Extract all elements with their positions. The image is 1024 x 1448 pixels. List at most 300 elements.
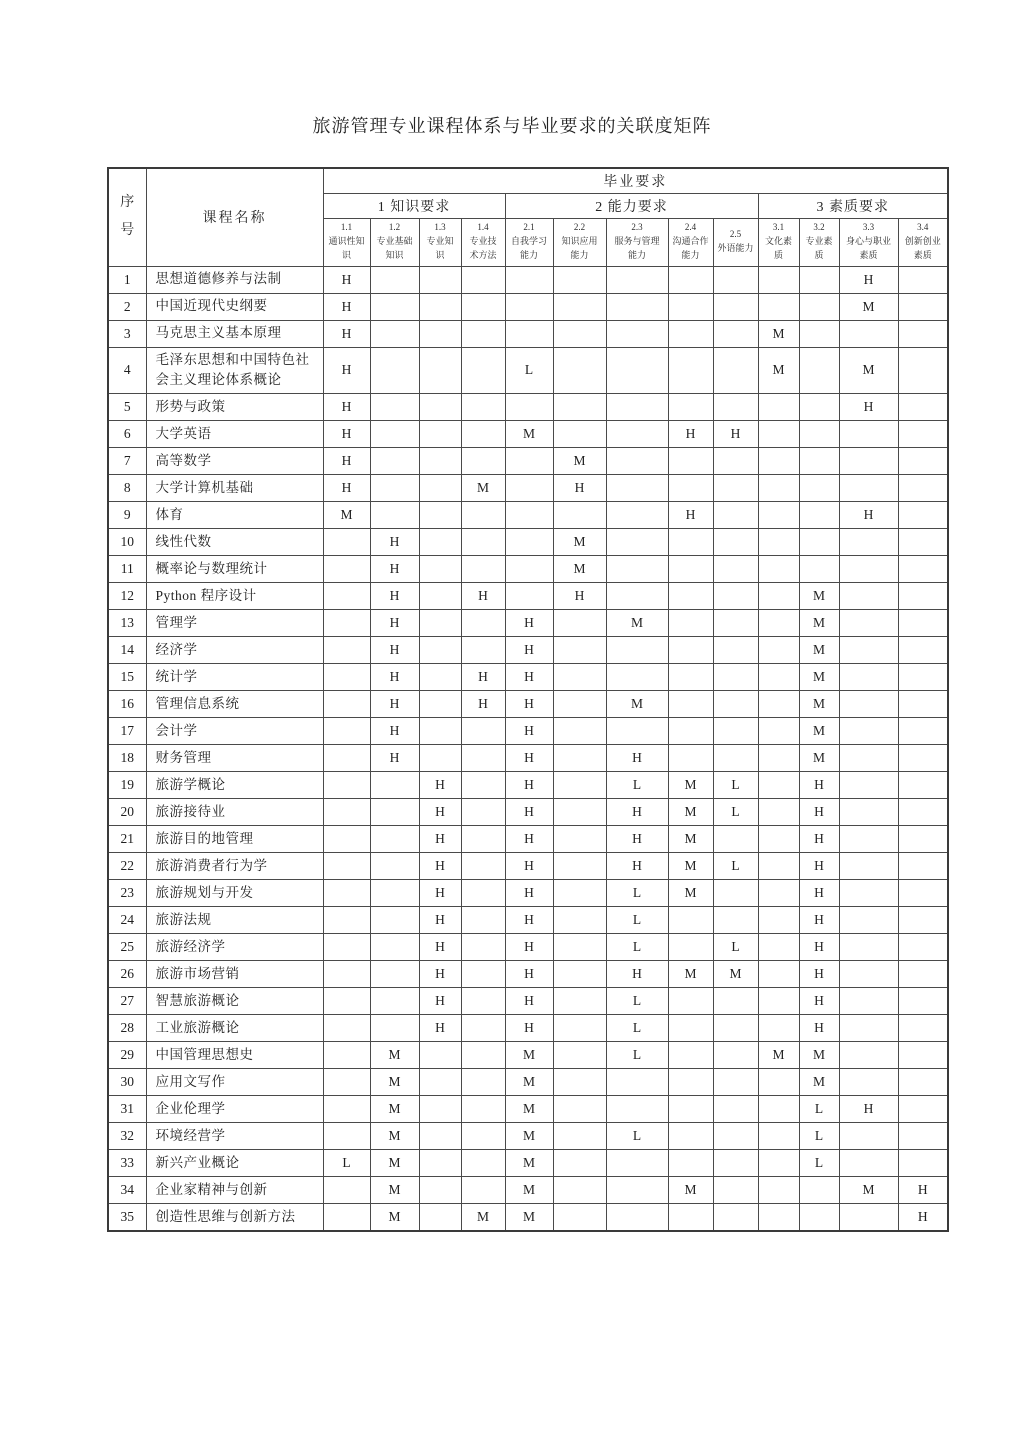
rating-cell-3.4: [898, 448, 948, 475]
rating-cell-2.5: [713, 583, 758, 610]
rating-cell-2.1: [505, 320, 553, 347]
rating-cell-2.2: [553, 664, 606, 691]
rating-cell-3.1: [758, 880, 799, 907]
rating-cell-2.2: [553, 1123, 606, 1150]
rating-cell-2.2: [553, 799, 606, 826]
rating-cell-2.1: M: [505, 1069, 553, 1096]
course-name: 中国近现代史纲要: [146, 293, 323, 320]
rating-cell-1.4: [461, 799, 505, 826]
table-row: [108, 320, 948, 347]
rating-cell-2.1: M: [505, 1096, 553, 1123]
rating-cell-1.1: H: [323, 266, 370, 293]
rating-cell-1.1: [323, 988, 370, 1015]
rating-cell-3.2: H: [799, 772, 839, 799]
rating-cell-2.1: [505, 266, 553, 293]
course-name: 环境经营学: [146, 1123, 323, 1150]
rating-cell-1.4: [461, 826, 505, 853]
rating-cell-3.1: [758, 502, 799, 529]
rating-cell-2.2: [553, 637, 606, 664]
column-header-2.4: [668, 218, 713, 266]
rating-cell-3.4: [898, 772, 948, 799]
column-number: 2.1: [523, 222, 535, 232]
column-name: 外语能力: [717, 242, 754, 253]
rating-cell-3.2: M: [799, 637, 839, 664]
rating-cell-3.4: [898, 529, 948, 556]
rating-cell-1.1: [323, 1015, 370, 1042]
course-number: 3: [108, 320, 146, 347]
rating-cell-1.3: [419, 1204, 461, 1231]
rating-cell-2.1: H: [505, 637, 553, 664]
course-name: 旅游消费者行为学: [146, 853, 323, 880]
rating-cell-1.3: H: [419, 853, 461, 880]
rating-cell-2.2: [553, 1069, 606, 1096]
rating-cell-2.2: H: [553, 475, 606, 502]
rating-cell-1.3: [419, 320, 461, 347]
table-row: [108, 637, 948, 664]
rating-cell-3.1: [758, 826, 799, 853]
rating-cell-3.1: [758, 394, 799, 421]
rating-cell-2.4: M: [668, 1177, 713, 1204]
rating-cell-1.2: [370, 907, 419, 934]
rating-cell-2.2: [553, 691, 606, 718]
rating-cell-1.4: [461, 347, 505, 394]
rating-cell-1.3: [419, 1042, 461, 1069]
rating-cell-3.1: [758, 556, 799, 583]
rating-cell-1.4: [461, 320, 505, 347]
column-header-1.4: [461, 218, 505, 266]
rating-cell-1.2: H: [370, 610, 419, 637]
course-name: 旅游目的地管理: [146, 826, 323, 853]
course-number: 6: [108, 421, 146, 448]
rating-cell-1.3: [419, 745, 461, 772]
rating-cell-3.2: H: [799, 826, 839, 853]
rating-cell-1.3: [419, 475, 461, 502]
course-number: 7: [108, 448, 146, 475]
course-name: 新兴产业概论: [146, 1150, 323, 1177]
rating-cell-3.3: [839, 610, 898, 637]
rating-cell-1.2: M: [370, 1042, 419, 1069]
column-number: 3.2: [813, 222, 825, 232]
rating-cell-1.3: [419, 394, 461, 421]
requirement-group-header-3: 3 素质要求: [758, 193, 948, 218]
rating-cell-3.3: [839, 421, 898, 448]
rating-cell-2.2: [553, 826, 606, 853]
rating-cell-2.5: [713, 448, 758, 475]
rating-cell-2.1: M: [505, 1150, 553, 1177]
rating-cell-1.3: [419, 1150, 461, 1177]
course-name: 大学英语: [146, 421, 323, 448]
rating-cell-3.4: [898, 1150, 948, 1177]
course-name: 经济学: [146, 637, 323, 664]
course-name: 体育: [146, 502, 323, 529]
rating-cell-3.4: [898, 961, 948, 988]
rating-cell-2.1: M: [505, 1177, 553, 1204]
course-name: 旅游市场营销: [146, 961, 323, 988]
rating-cell-3.3: [839, 718, 898, 745]
rating-cell-3.4: [898, 266, 948, 293]
table-row: [108, 475, 948, 502]
table-row: [108, 826, 948, 853]
rating-cell-1.1: H: [323, 394, 370, 421]
rating-cell-3.2: [799, 320, 839, 347]
rating-cell-2.5: [713, 880, 758, 907]
rating-cell-1.1: [323, 1177, 370, 1204]
rating-cell-2.2: [553, 853, 606, 880]
table-row: [108, 988, 948, 1015]
rating-cell-3.4: [898, 1096, 948, 1123]
rating-cell-1.2: [370, 394, 419, 421]
rating-cell-1.1: H: [323, 448, 370, 475]
course-name: 高等数学: [146, 448, 323, 475]
column-number: 3.1: [772, 222, 785, 232]
rating-cell-2.5: M: [713, 961, 758, 988]
rating-cell-1.1: [323, 1123, 370, 1150]
course-name: 管理信息系统: [146, 691, 323, 718]
rating-cell-2.1: [505, 502, 553, 529]
rating-cell-1.1: [323, 934, 370, 961]
rating-cell-3.4: [898, 293, 948, 320]
rating-cell-3.3: H: [839, 1096, 898, 1123]
rating-cell-1.3: H: [419, 826, 461, 853]
rating-cell-3.2: [799, 266, 839, 293]
rating-cell-2.1: [505, 448, 553, 475]
rating-cell-2.4: [668, 448, 713, 475]
rating-cell-2.4: [668, 1096, 713, 1123]
rating-cell-3.3: H: [839, 502, 898, 529]
table-row: [108, 266, 948, 293]
rating-cell-1.2: [370, 475, 419, 502]
rating-cell-2.1: H: [505, 664, 553, 691]
course-number: 5: [108, 394, 146, 421]
rating-cell-3.1: [758, 1015, 799, 1042]
rating-cell-3.3: [839, 529, 898, 556]
header-row-top: [108, 168, 948, 193]
rating-cell-2.3: H: [606, 799, 668, 826]
rating-cell-2.3: H: [606, 745, 668, 772]
rating-cell-2.2: [553, 934, 606, 961]
rating-cell-2.3: [606, 293, 668, 320]
rating-cell-1.3: [419, 1096, 461, 1123]
rating-cell-3.1: [758, 934, 799, 961]
course-name: 马克思主义基本原理: [146, 320, 323, 347]
rating-cell-2.2: [553, 961, 606, 988]
rating-cell-3.2: M: [799, 1042, 839, 1069]
rating-cell-2.5: [713, 475, 758, 502]
rating-cell-1.1: [323, 826, 370, 853]
course-name-header: 课程名称: [146, 168, 323, 266]
course-number: 15: [108, 664, 146, 691]
rating-cell-3.1: [758, 1177, 799, 1204]
rating-cell-2.2: [553, 1042, 606, 1069]
rating-cell-3.1: M: [758, 347, 799, 394]
rating-cell-3.2: H: [799, 880, 839, 907]
rating-cell-3.3: [839, 664, 898, 691]
course-number: 2: [108, 293, 146, 320]
rating-cell-3.4: [898, 320, 948, 347]
rating-cell-3.2: H: [799, 1015, 839, 1042]
rating-cell-3.2: [799, 448, 839, 475]
rating-cell-1.1: M: [323, 502, 370, 529]
rating-cell-2.5: [713, 1204, 758, 1231]
rating-cell-2.3: L: [606, 934, 668, 961]
rating-cell-2.5: [713, 1177, 758, 1204]
table-row: [108, 293, 948, 320]
rating-cell-2.1: H: [505, 610, 553, 637]
rating-cell-1.2: [370, 1015, 419, 1042]
rating-cell-3.4: [898, 853, 948, 880]
rating-cell-2.1: H: [505, 934, 553, 961]
course-number: 33: [108, 1150, 146, 1177]
rating-cell-2.4: H: [668, 502, 713, 529]
rating-cell-1.1: [323, 907, 370, 934]
rating-cell-2.3: L: [606, 988, 668, 1015]
rating-cell-3.3: [839, 799, 898, 826]
rating-cell-3.1: [758, 988, 799, 1015]
rating-cell-3.4: [898, 691, 948, 718]
rating-cell-3.2: M: [799, 691, 839, 718]
rating-cell-2.2: [553, 718, 606, 745]
rating-cell-3.4: [898, 1015, 948, 1042]
rating-cell-2.3: H: [606, 853, 668, 880]
rating-cell-3.1: [758, 961, 799, 988]
course-number: 9: [108, 502, 146, 529]
rating-cell-1.4: [461, 610, 505, 637]
course-name: 旅游接待业: [146, 799, 323, 826]
rating-cell-1.4: [461, 961, 505, 988]
rating-cell-1.1: [323, 691, 370, 718]
rating-cell-3.2: [799, 394, 839, 421]
rating-cell-2.3: L: [606, 880, 668, 907]
column-header-2.1: [505, 218, 553, 266]
rating-cell-2.4: [668, 347, 713, 394]
rating-cell-1.2: M: [370, 1123, 419, 1150]
rating-cell-1.4: [461, 988, 505, 1015]
rating-cell-1.4: [461, 1150, 505, 1177]
rating-cell-1.2: H: [370, 583, 419, 610]
rating-cell-2.5: [713, 293, 758, 320]
rating-cell-2.4: M: [668, 772, 713, 799]
rating-cell-2.5: L: [713, 772, 758, 799]
table-row: [108, 1123, 948, 1150]
rating-cell-2.5: [713, 347, 758, 394]
rating-cell-2.5: [713, 502, 758, 529]
rating-cell-2.4: [668, 1150, 713, 1177]
rating-cell-1.3: [419, 583, 461, 610]
rating-cell-3.1: [758, 529, 799, 556]
rating-cell-2.2: M: [553, 448, 606, 475]
rating-cell-2.1: L: [505, 347, 553, 394]
rating-cell-1.3: [419, 347, 461, 394]
rating-cell-1.2: H: [370, 745, 419, 772]
rating-cell-3.4: [898, 1042, 948, 1069]
rating-cell-3.1: [758, 718, 799, 745]
rating-cell-3.1: [758, 266, 799, 293]
column-name: 沟通合作能力: [672, 236, 709, 260]
rating-cell-1.1: [323, 1042, 370, 1069]
rating-cell-1.2: H: [370, 691, 419, 718]
rating-cell-2.5: [713, 745, 758, 772]
rating-cell-1.4: [461, 1042, 505, 1069]
rating-cell-2.3: M: [606, 610, 668, 637]
rating-cell-2.4: [668, 1015, 713, 1042]
table-row: [108, 1069, 948, 1096]
rating-cell-3.4: [898, 880, 948, 907]
course-number: 10: [108, 529, 146, 556]
rating-cell-1.4: [461, 637, 505, 664]
course-number: 4: [108, 347, 146, 394]
rating-cell-2.4: [668, 745, 713, 772]
rating-cell-2.5: [713, 556, 758, 583]
rating-cell-1.4: [461, 293, 505, 320]
rating-cell-2.1: M: [505, 1204, 553, 1231]
rating-cell-2.3: [606, 583, 668, 610]
rating-cell-1.3: H: [419, 961, 461, 988]
rating-cell-2.1: [505, 529, 553, 556]
rating-cell-3.1: [758, 799, 799, 826]
rating-cell-1.3: [419, 637, 461, 664]
rating-cell-1.4: [461, 934, 505, 961]
rating-cell-1.3: H: [419, 880, 461, 907]
course-number: 23: [108, 880, 146, 907]
table-row: [108, 583, 948, 610]
rating-cell-3.4: [898, 745, 948, 772]
rating-cell-3.3: M: [839, 293, 898, 320]
rating-cell-3.2: [799, 556, 839, 583]
rating-cell-3.3: [839, 1069, 898, 1096]
rating-cell-2.4: M: [668, 799, 713, 826]
rating-cell-2.1: [505, 475, 553, 502]
rating-cell-2.5: [713, 1096, 758, 1123]
rating-cell-1.2: [370, 988, 419, 1015]
rating-cell-2.1: H: [505, 907, 553, 934]
rating-cell-3.4: [898, 610, 948, 637]
requirement-group-header-2: 2 能力要求: [505, 193, 758, 218]
column-header-3.2: [799, 218, 839, 266]
rating-cell-2.3: [606, 1150, 668, 1177]
course-number: 8: [108, 475, 146, 502]
course-name: 创造性思维与创新方法: [146, 1204, 323, 1231]
rating-cell-1.1: [323, 772, 370, 799]
rating-cell-2.4: [668, 293, 713, 320]
rating-cell-1.4: [461, 772, 505, 799]
rating-cell-1.3: H: [419, 772, 461, 799]
column-number: 2.3: [631, 222, 643, 232]
rating-cell-2.3: [606, 347, 668, 394]
rating-cell-3.3: [839, 1015, 898, 1042]
graduation-requirements-header: 毕业要求: [323, 168, 948, 193]
rating-cell-3.1: [758, 691, 799, 718]
rating-cell-1.3: [419, 718, 461, 745]
rating-cell-1.2: [370, 772, 419, 799]
rating-cell-1.2: M: [370, 1204, 419, 1231]
rating-cell-1.1: [323, 718, 370, 745]
rating-cell-3.2: L: [799, 1150, 839, 1177]
rating-cell-3.1: M: [758, 320, 799, 347]
rating-cell-3.4: [898, 826, 948, 853]
rating-cell-1.4: [461, 529, 505, 556]
column-name: 文化素质: [764, 236, 792, 260]
rating-cell-1.2: [370, 934, 419, 961]
column-number: 2.5: [729, 228, 742, 239]
rating-cell-2.2: [553, 1150, 606, 1177]
rating-cell-2.5: [713, 988, 758, 1015]
column-number: 1.1: [340, 222, 353, 232]
rating-cell-2.4: H: [668, 421, 713, 448]
course-number: 18: [108, 745, 146, 772]
rating-cell-2.4: [668, 266, 713, 293]
rating-cell-2.3: [606, 394, 668, 421]
rating-cell-1.3: [419, 610, 461, 637]
rating-cell-1.4: [461, 718, 505, 745]
rating-cell-1.1: [323, 1069, 370, 1096]
rating-cell-1.4: [461, 1096, 505, 1123]
rating-cell-2.5: [713, 1042, 758, 1069]
rating-cell-1.2: H: [370, 529, 419, 556]
course-number: 13: [108, 610, 146, 637]
rating-cell-2.1: H: [505, 880, 553, 907]
rating-cell-2.1: [505, 293, 553, 320]
rating-cell-2.3: [606, 718, 668, 745]
rating-cell-3.1: [758, 853, 799, 880]
rating-cell-1.4: [461, 448, 505, 475]
rating-cell-2.1: H: [505, 853, 553, 880]
rating-cell-3.2: [799, 347, 839, 394]
table-row: [108, 394, 948, 421]
rating-cell-3.2: H: [799, 799, 839, 826]
rating-cell-1.2: M: [370, 1177, 419, 1204]
rating-cell-1.2: H: [370, 718, 419, 745]
rating-cell-3.2: H: [799, 934, 839, 961]
course-number: 14: [108, 637, 146, 664]
course-number: 30: [108, 1069, 146, 1096]
rating-cell-3.1: [758, 1123, 799, 1150]
rating-cell-1.2: [370, 799, 419, 826]
rating-cell-2.2: [553, 394, 606, 421]
rating-cell-1.2: [370, 853, 419, 880]
rating-cell-2.5: [713, 320, 758, 347]
rating-cell-2.1: H: [505, 718, 553, 745]
table-row: [108, 691, 948, 718]
course-name: 旅游规划与开发: [146, 880, 323, 907]
course-name: 形势与政策: [146, 394, 323, 421]
rating-cell-1.3: [419, 529, 461, 556]
course-name: 应用文写作: [146, 1069, 323, 1096]
rating-cell-2.5: [713, 1123, 758, 1150]
rating-cell-3.3: [839, 1150, 898, 1177]
table-row: [108, 610, 948, 637]
rating-cell-2.5: L: [713, 799, 758, 826]
rating-cell-2.5: [713, 529, 758, 556]
rating-cell-2.3: [606, 664, 668, 691]
rating-cell-2.4: [668, 988, 713, 1015]
rating-cell-3.1: [758, 1069, 799, 1096]
rating-cell-1.1: [323, 961, 370, 988]
serial-number-header: 序号: [108, 168, 146, 266]
table-row: [108, 961, 948, 988]
column-name: 知识应用能力: [561, 236, 598, 260]
rating-cell-1.4: [461, 853, 505, 880]
rating-cell-1.1: H: [323, 347, 370, 394]
column-number: 3.4: [917, 222, 929, 232]
rating-cell-2.2: [553, 320, 606, 347]
rating-cell-3.3: [839, 475, 898, 502]
rating-cell-2.5: [713, 1069, 758, 1096]
rating-cell-2.3: [606, 556, 668, 583]
rating-cell-3.2: H: [799, 853, 839, 880]
rating-cell-1.1: [323, 1096, 370, 1123]
rating-cell-2.2: [553, 421, 606, 448]
rating-cell-3.1: [758, 448, 799, 475]
